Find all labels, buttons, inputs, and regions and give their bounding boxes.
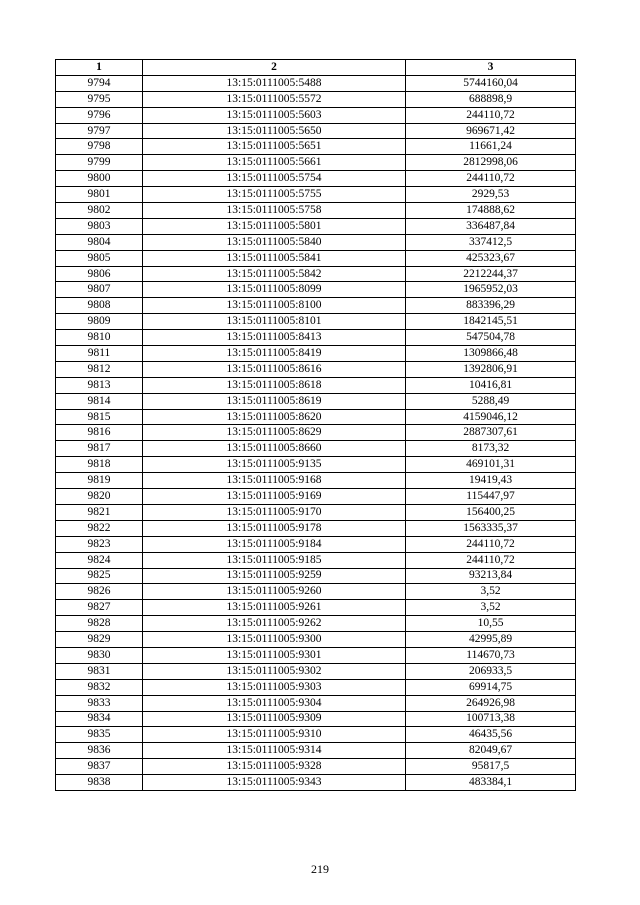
table-cell-col-3: 82049,67 [406, 743, 576, 759]
table-cell-col-1: 9800 [56, 171, 143, 187]
table-cell-col-3: 5288,49 [406, 393, 576, 409]
table-row [56, 711, 576, 727]
table-cell-col-3: 115447,97 [406, 489, 576, 505]
table-cell-col-1: 9815 [56, 409, 143, 425]
table-cell-col-1: 9801 [56, 187, 143, 203]
table-cell-col-3: 100713,38 [406, 711, 576, 727]
table-cell-col-1: 9799 [56, 155, 143, 171]
table-row [56, 663, 576, 679]
table-cell-col-2: 13:15:0111005:9310 [143, 727, 406, 743]
table-cell-col-3: 156400,25 [406, 504, 576, 520]
table-row [56, 266, 576, 282]
table-cell-col-3: 2812998,06 [406, 155, 576, 171]
table-cell-col-1: 9810 [56, 330, 143, 346]
table-cell-col-1: 9796 [56, 107, 143, 123]
column-header-3: 3 [406, 60, 576, 76]
table-cell-col-2: 13:15:0111005:8616 [143, 361, 406, 377]
table-row [56, 568, 576, 584]
table-row [56, 473, 576, 489]
table-row [56, 203, 576, 219]
table-cell-col-1: 9833 [56, 695, 143, 711]
page-number: 219 [311, 862, 329, 876]
table-cell-col-2: 13:15:0111005:9178 [143, 520, 406, 536]
table-cell-col-2: 13:15:0111005:5603 [143, 107, 406, 123]
table-cell-col-2: 13:15:0111005:9169 [143, 489, 406, 505]
table-header [56, 60, 576, 76]
table-cell-col-3: 11661,24 [406, 139, 576, 155]
table-cell-col-2: 13:15:0111005:8629 [143, 425, 406, 441]
table-cell-col-3: 2212244,37 [406, 266, 576, 282]
table-cell-col-1: 9814 [56, 393, 143, 409]
table-cell-col-2: 13:15:0111005:9259 [143, 568, 406, 584]
table-cell-col-1: 9823 [56, 536, 143, 552]
table-cell-col-3: 93213,84 [406, 568, 576, 584]
data-table [55, 59, 576, 791]
table-cell-col-2: 13:15:0111005:5572 [143, 91, 406, 107]
table-cell-col-2: 13:15:0111005:5650 [143, 123, 406, 139]
table-row [56, 679, 576, 695]
table-cell-col-3: 206933,5 [406, 663, 576, 679]
table-row [56, 536, 576, 552]
table-cell-col-2: 13:15:0111005:9304 [143, 695, 406, 711]
table-cell-col-1: 9806 [56, 266, 143, 282]
table-row [56, 377, 576, 393]
table-row [56, 393, 576, 409]
table-cell-col-3: 336487,84 [406, 218, 576, 234]
table-cell-col-2: 13:15:0111005:8413 [143, 330, 406, 346]
table-cell-col-1: 9812 [56, 361, 143, 377]
table-cell-col-3: 42995,89 [406, 632, 576, 648]
table-cell-col-2: 13:15:0111005:9260 [143, 584, 406, 600]
table-row [56, 441, 576, 457]
table-body [56, 75, 576, 790]
table-cell-col-2: 13:15:0111005:8419 [143, 346, 406, 362]
table-cell-col-1: 9836 [56, 743, 143, 759]
table-cell-col-1: 9829 [56, 632, 143, 648]
table-row [56, 457, 576, 473]
table-cell-col-3: 3,52 [406, 584, 576, 600]
table-cell-col-2: 13:15:0111005:5488 [143, 75, 406, 91]
table-row [56, 330, 576, 346]
table-cell-col-2: 13:15:0111005:5758 [143, 203, 406, 219]
table-row [56, 298, 576, 314]
column-header-2: 2 [143, 60, 406, 76]
table-cell-col-3: 425323,67 [406, 250, 576, 266]
table-cell-col-3: 2929,53 [406, 187, 576, 203]
table-cell-col-3: 10,55 [406, 616, 576, 632]
table-cell-col-2: 13:15:0111005:9135 [143, 457, 406, 473]
table-row [56, 139, 576, 155]
table-cell-col-2: 13:15:0111005:5651 [143, 139, 406, 155]
table-cell-col-1: 9832 [56, 679, 143, 695]
table-cell-col-1: 9838 [56, 775, 143, 791]
table-row [56, 743, 576, 759]
table-row [56, 314, 576, 330]
column-header-1: 1 [56, 60, 143, 76]
table-row [56, 234, 576, 250]
table-cell-col-1: 9827 [56, 600, 143, 616]
table-cell-col-1: 9819 [56, 473, 143, 489]
table-cell-col-1: 9811 [56, 346, 143, 362]
table-cell-col-1: 9795 [56, 91, 143, 107]
table-cell-col-2: 13:15:0111005:9343 [143, 775, 406, 791]
table-row [56, 187, 576, 203]
table-cell-col-1: 9794 [56, 75, 143, 91]
table-row [56, 504, 576, 520]
table-row [56, 361, 576, 377]
table-cell-col-2: 13:15:0111005:5842 [143, 266, 406, 282]
table-cell-col-3: 114670,73 [406, 647, 576, 663]
table-cell-col-3: 244110,72 [406, 552, 576, 568]
table-cell-col-3: 1392806,91 [406, 361, 576, 377]
table-cell-col-1: 9798 [56, 139, 143, 155]
table-cell-col-1: 9834 [56, 711, 143, 727]
table-row [56, 155, 576, 171]
table-row [56, 91, 576, 107]
table-cell-col-3: 10416,81 [406, 377, 576, 393]
table-row [56, 218, 576, 234]
table-cell-col-1: 9828 [56, 616, 143, 632]
table-cell-col-3: 337412,5 [406, 234, 576, 250]
table-cell-col-1: 9805 [56, 250, 143, 266]
table-cell-col-1: 9821 [56, 504, 143, 520]
table-row [56, 584, 576, 600]
table-cell-col-3: 244110,72 [406, 536, 576, 552]
table-row [56, 409, 576, 425]
table-cell-col-2: 13:15:0111005:9300 [143, 632, 406, 648]
table-row [56, 552, 576, 568]
table-cell-col-3: 5744160,04 [406, 75, 576, 91]
table-cell-col-1: 9797 [56, 123, 143, 139]
table-cell-col-3: 69914,75 [406, 679, 576, 695]
table-cell-col-3: 688898,9 [406, 91, 576, 107]
table-cell-col-2: 13:15:0111005:8660 [143, 441, 406, 457]
table-row [56, 123, 576, 139]
table-cell-col-3: 95817,5 [406, 759, 576, 775]
table-cell-col-2: 13:15:0111005:9301 [143, 647, 406, 663]
table-cell-col-3: 8173,32 [406, 441, 576, 457]
table-cell-col-2: 13:15:0111005:8099 [143, 282, 406, 298]
table-row [56, 489, 576, 505]
table-cell-col-3: 2887307,61 [406, 425, 576, 441]
table-row [56, 727, 576, 743]
table-cell-col-3: 1309866,48 [406, 346, 576, 362]
table-cell-col-2: 13:15:0111005:8618 [143, 377, 406, 393]
table-cell-col-1: 9822 [56, 520, 143, 536]
table-cell-col-1: 9808 [56, 298, 143, 314]
table-cell-col-1: 9835 [56, 727, 143, 743]
table-cell-col-2: 13:15:0111005:5801 [143, 218, 406, 234]
table-row [56, 647, 576, 663]
table-cell-col-2: 13:15:0111005:8620 [143, 409, 406, 425]
table-row [56, 346, 576, 362]
table-cell-col-3: 883396,29 [406, 298, 576, 314]
table-cell-col-3: 547504,78 [406, 330, 576, 346]
table-cell-col-2: 13:15:0111005:9309 [143, 711, 406, 727]
table-cell-col-3: 174888,62 [406, 203, 576, 219]
table-cell-col-3: 19419,43 [406, 473, 576, 489]
table-cell-col-2: 13:15:0111005:5840 [143, 234, 406, 250]
table-cell-col-1: 9804 [56, 234, 143, 250]
table-cell-col-2: 13:15:0111005:9303 [143, 679, 406, 695]
table-cell-col-1: 9831 [56, 663, 143, 679]
table-cell-col-1: 9803 [56, 218, 143, 234]
table-cell-col-1: 9807 [56, 282, 143, 298]
table-row [56, 250, 576, 266]
table-cell-col-2: 13:15:0111005:9168 [143, 473, 406, 489]
table-cell-col-3: 1842145,51 [406, 314, 576, 330]
table-cell-col-2: 13:15:0111005:8101 [143, 314, 406, 330]
table-cell-col-1: 9816 [56, 425, 143, 441]
table-cell-col-1: 9818 [56, 457, 143, 473]
table-cell-col-3: 3,52 [406, 600, 576, 616]
table-cell-col-2: 13:15:0111005:5841 [143, 250, 406, 266]
table-cell-col-2: 13:15:0111005:9184 [143, 536, 406, 552]
table-cell-col-1: 9802 [56, 203, 143, 219]
table-cell-col-1: 9817 [56, 441, 143, 457]
header-row [56, 60, 576, 76]
table-cell-col-2: 13:15:0111005:9170 [143, 504, 406, 520]
table-cell-col-1: 9826 [56, 584, 143, 600]
table-cell-col-2: 13:15:0111005:9328 [143, 759, 406, 775]
table-cell-col-2: 13:15:0111005:9314 [143, 743, 406, 759]
table-row [56, 171, 576, 187]
table-cell-col-2: 13:15:0111005:8100 [143, 298, 406, 314]
table-cell-col-2: 13:15:0111005:5755 [143, 187, 406, 203]
table-cell-col-3: 46435,56 [406, 727, 576, 743]
table-row [56, 616, 576, 632]
table-cell-col-3: 483384,1 [406, 775, 576, 791]
table-row [56, 759, 576, 775]
table-cell-col-1: 9837 [56, 759, 143, 775]
table-cell-col-1: 9825 [56, 568, 143, 584]
table-row [56, 520, 576, 536]
table-cell-col-3: 244110,72 [406, 171, 576, 187]
table-cell-col-2: 13:15:0111005:5661 [143, 155, 406, 171]
table-cell-col-2: 13:15:0111005:9261 [143, 600, 406, 616]
table-cell-col-2: 13:15:0111005:5754 [143, 171, 406, 187]
table-cell-col-3: 264926,98 [406, 695, 576, 711]
table-cell-col-3: 1965952,03 [406, 282, 576, 298]
table-cell-col-3: 1563335,37 [406, 520, 576, 536]
table-row [56, 775, 576, 791]
table-cell-col-3: 244110,72 [406, 107, 576, 123]
table-row [56, 75, 576, 91]
table-row [56, 107, 576, 123]
table-cell-col-2: 13:15:0111005:9262 [143, 616, 406, 632]
table-cell-col-2: 13:15:0111005:9302 [143, 663, 406, 679]
table-row [56, 600, 576, 616]
table-row [56, 632, 576, 648]
table-row [56, 425, 576, 441]
table-cell-col-1: 9830 [56, 647, 143, 663]
table-cell-col-2: 13:15:0111005:9185 [143, 552, 406, 568]
table-cell-col-2: 13:15:0111005:8619 [143, 393, 406, 409]
table-cell-col-1: 9824 [56, 552, 143, 568]
table-cell-col-1: 9813 [56, 377, 143, 393]
table-row [56, 282, 576, 298]
table-cell-col-1: 9809 [56, 314, 143, 330]
table-row [56, 695, 576, 711]
table-cell-col-3: 4159046,12 [406, 409, 576, 425]
table-cell-col-3: 969671,42 [406, 123, 576, 139]
table-cell-col-1: 9820 [56, 489, 143, 505]
table-cell-col-3: 469101,31 [406, 457, 576, 473]
